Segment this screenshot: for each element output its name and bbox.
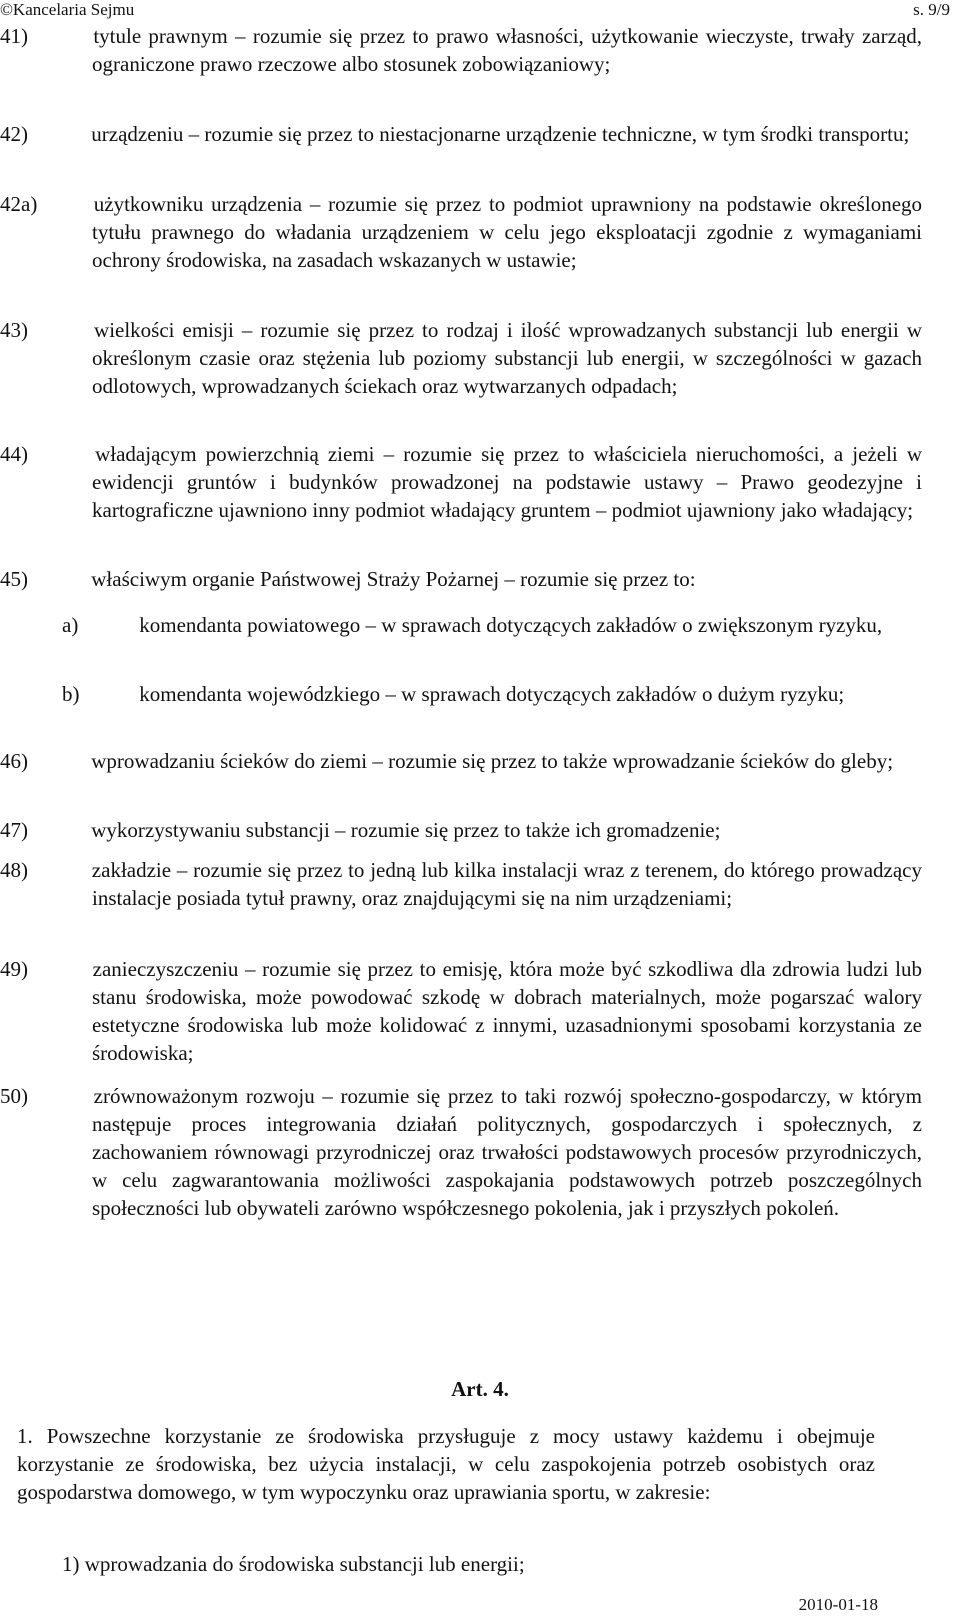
item-number: 42a) — [0, 192, 38, 216]
item-number: 49) — [0, 957, 28, 981]
definition-item — [0, 120, 922, 148]
item-text: zakładzie – rozumie się przez to jedną lub kilka instalacji wraz z terenem, do którego prowadzący instalacje posiada tytuł prawny, oraz znajdującymi się na nim urządzeniami; — [91, 858, 923, 910]
item-number: 50) — [0, 1084, 28, 1108]
item-number: 43) — [0, 318, 28, 342]
sub-item-letter: b) — [62, 682, 80, 706]
item-text: wprowadzaniu ścieków do ziemi – rozumie się przez to także wprowadzanie ścieków do gleby; — [91, 749, 894, 773]
item-number: 45) — [0, 567, 28, 591]
article-title: Art. 4. — [451, 1377, 509, 1401]
item-text: władającym powierzchnią ziemi – rozumie się przez to właściciela nieruchomości, a jeżeli w ewidencji gruntów i budynków prowadzonej na podstawie ustawy – Prawo geodezyjne i kartograficzne ujawniono inny podmiot władający gruntem – podmiot ujawniony jako władający; — [92, 442, 923, 522]
definition-item — [0, 747, 922, 775]
definition-item — [0, 856, 923, 912]
point-number: 1) — [62, 1552, 80, 1576]
sub-item-text: komendanta powiatowego – w sprawach dotyczących zakładów o zwiększonym ryzyku, — [139, 613, 883, 637]
definition-item — [0, 955, 922, 1067]
definition-item — [0, 22, 923, 78]
item-text: użytkowniku urządzenia – rozumie się przez to podmiot uprawniony na podstawie określonego tytułu prawnego do władania urządzeniem w celu jego eksploatacji zgodnie z wymaganiami ochrony środowiska, na zasadach wskazanych w ustawie; — [92, 192, 923, 272]
item-number: 46) — [0, 749, 28, 773]
item-text: zrównoważonym rozwoju – rozumie się przez to taki rozwój społeczno-gospodarczy, w którym następuje proces integrowania działań politycznych, gospodarczych i społecznych, z zachowaniem równowagi przyrodniczej oraz trwałości podstawowych procesów przyrodniczych, w celu zagwarantowania możliwości zaspokajania podstawowych potrzeb poszczególnych społeczności lub obywateli zarówno współczesnego pokolenia, jak i przyszłych pokoleń. — [92, 1084, 923, 1220]
article-paragraph — [17, 1422, 875, 1506]
definition-item — [0, 316, 923, 400]
item-text: wielkości emisji – rozumie się przez to rodzaj i ilość wprowadzanych substancji lub energii w określonym czasie oraz stężenia lub poziomy substancji lub energii, w szczególności w gazach odlotowych, wprowadzanych ściekach oraz wytwarzanych odpadach; — [92, 318, 923, 398]
sub-item — [62, 680, 922, 708]
paragraph-number: 1. — [17, 1424, 33, 1448]
item-text: tytule prawnym – rozumie się przez to prawo własności, użytkowanie wieczyste, trwały zarząd, ograniczone prawo rzeczowe albo stosunek zobowiązaniowy; — [92, 24, 923, 76]
source-label: ©Kancelaria Sejmu — [0, 0, 135, 19]
sub-item-text: komendanta wojewódzkiego – w sprawach dotyczących zakładów o dużym ryzyku; — [139, 682, 845, 706]
item-number: 42) — [0, 122, 28, 146]
sub-item-letter: a) — [62, 613, 79, 637]
definition-item — [0, 190, 923, 274]
item-number: 48) — [0, 858, 28, 882]
definition-item — [0, 816, 922, 844]
page-header — [0, 0, 960, 22]
item-text: urządzeniu – rozumie się przez to niestacjonarne urządzenie techniczne, w tym środki transportu; — [91, 122, 910, 146]
definition-item — [0, 440, 923, 524]
paragraph-text: Powszechne korzystanie ze środowiska przysługuje z mocy ustawy każdemu i obejmuje korzystanie ze środowiska, bez użycia instalacji, w celu zaspokojenia potrzeb osobistych oraz gospodarstwa domowego, w tym wypoczynku oraz uprawiania sportu, w zakresie: — [17, 1424, 875, 1504]
item-text: zanieczyszczeniu – rozumie się przez to emisję, która może być szkodliwa dla zdrowia ludzi lub stanu środowiska, może powodować szkodę w dobrach materialnych, może pogarszać walory estetyczne środowiska lub może kolidować z innymi, uzasadnionymi sposobami korzystania ze środowiska; — [92, 957, 922, 1065]
sub-item — [62, 611, 922, 639]
item-text: właściwym organie Państwowej Straży Pożarnej – rozumie się przez to: — [91, 567, 696, 591]
definition-item — [0, 565, 922, 593]
article-point — [62, 1550, 862, 1578]
definition-item — [0, 1082, 923, 1222]
footer-date: 2010-01-18 — [798, 1595, 878, 1614]
item-number: 41) — [0, 24, 28, 48]
item-number: 47) — [0, 818, 28, 842]
item-text: wykorzystywaniu substancji – rozumie się przez to także ich gromadzenie; — [91, 818, 721, 842]
page-number: s. 9/9 — [913, 0, 950, 19]
item-number: 44) — [0, 442, 28, 466]
point-text: wprowadzania do środowiska substancji lub energii; — [84, 1552, 525, 1576]
